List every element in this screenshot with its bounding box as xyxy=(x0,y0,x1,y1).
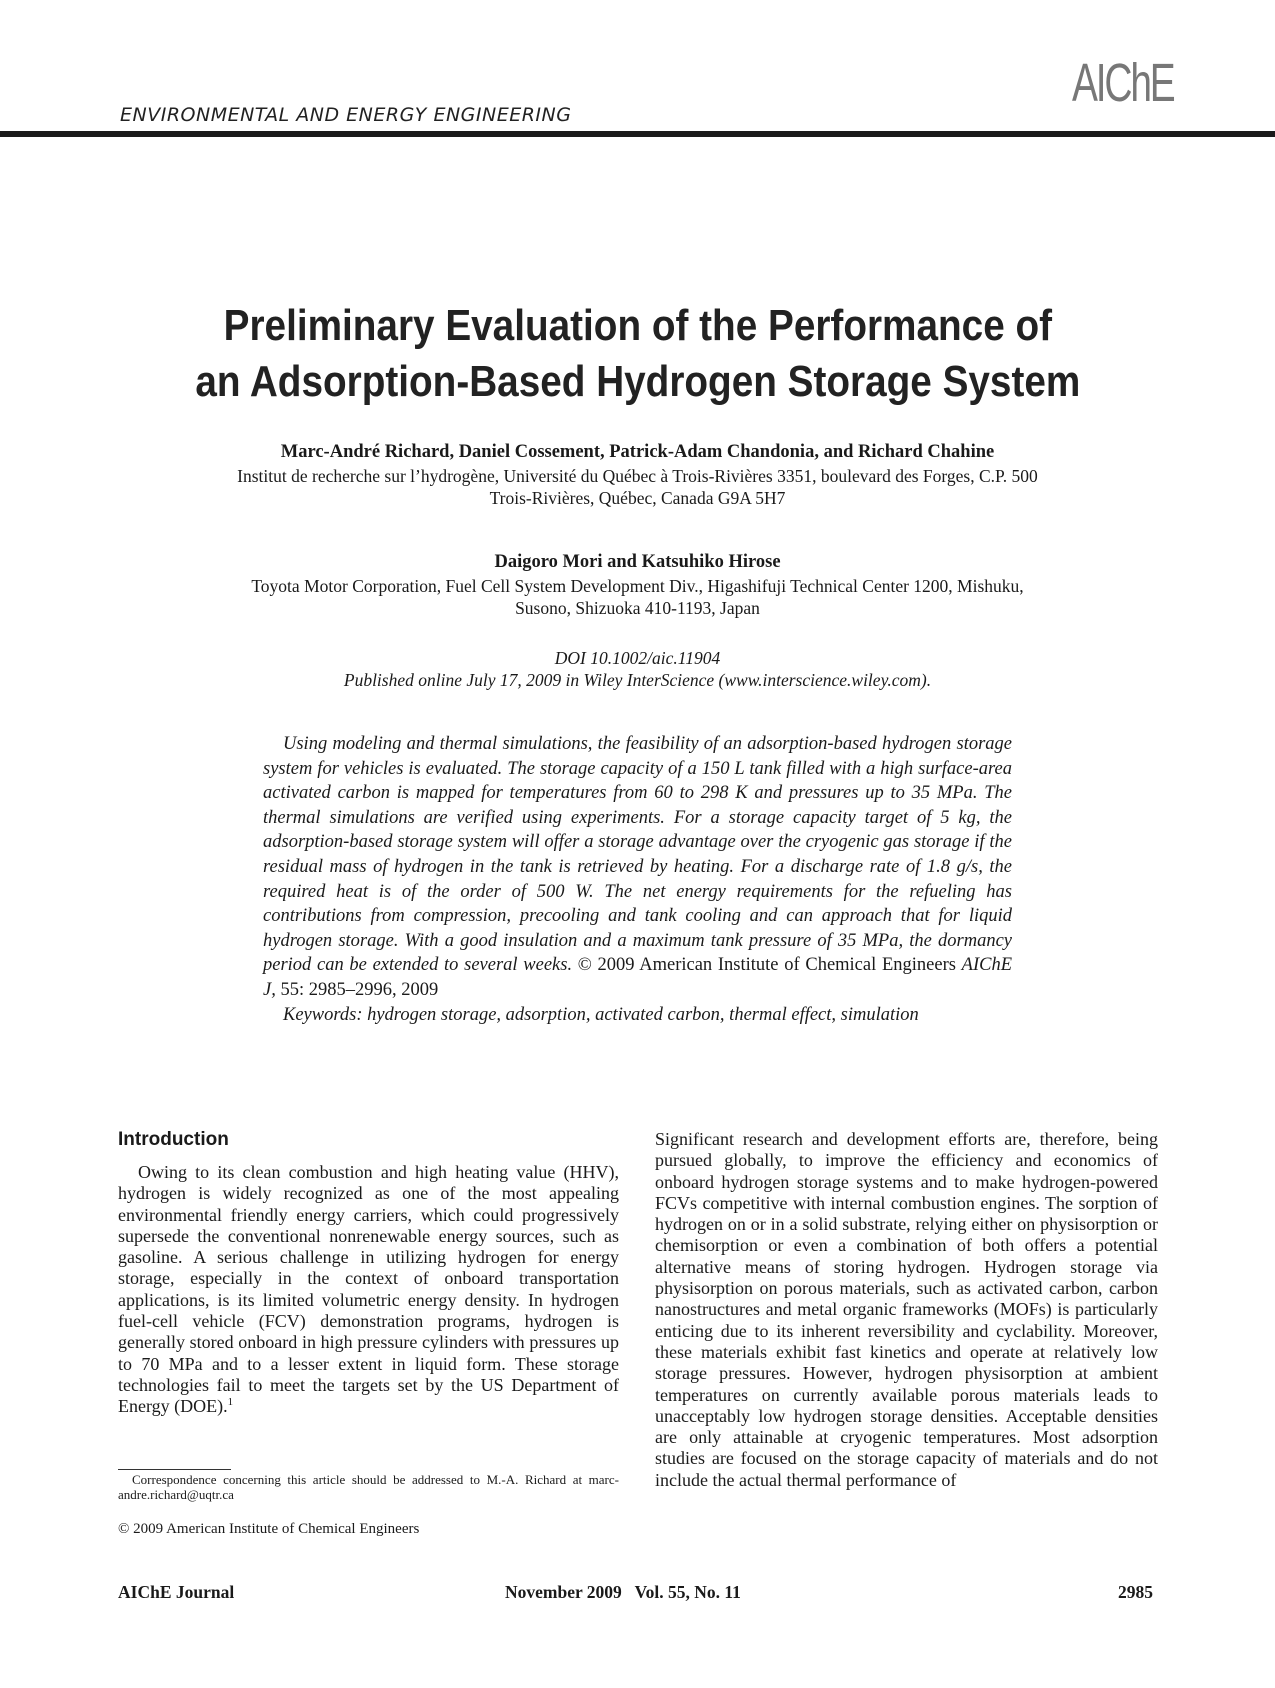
affiliation-2 xyxy=(0,575,1275,619)
intro-paragraph-2: Significant research and development efforts are, therefore, being pursued globally, to improve the efficiency and economics of onboard hydrogen storage systems and to make hydrogen-powered FCVs competitive with internal combustion engines. The sorption of hydrogen on or in a solid substrate, relying either on physisorption or chemisorption or even a combination of both offers a potential alternative means of storing hydrogen. Hydrogen storage via physisorption on porous materials, such as activated carbon, carbon nanostructures and metal organic frameworks (MOFs) is particularly enticing due to its inherent reversibility and cyclability. Moreover, these materials exhibit fast kinetics and operate at relatively low storage pressures. However, hydrogen physisorption at ambient temperatures on currently available porous materials leads to unacceptably low hydrogen storage densities. Acceptable densities are only attainable at cryogenic temperatures. Most adsorption studies are focused on the storage capacity of materials and do not include the actual thermal performance of xyxy=(655,1129,1158,1490)
keywords: Keywords: hydrogen storage, adsorption, activated carbon, thermal effect, simulation xyxy=(283,1004,919,1025)
header-rule xyxy=(0,131,1275,137)
intro-paragraph-1: Owing to its clean combustion and high heating value (HHV), hydrogen is widely recognized as one of the most appealing environmental friendly energy carriers, which could progressively supersede the conventional nonrenewable energy sources, such as gasoline. A serious challenge in utilizing hydrogen for energy storage, especially in the context of onboard transportation applications, is its limited volumetric energy density. In hydrogen fuel-cell vehicle (FCV) demonstration programs, hydrogen is generally stored onboard in high pressure cylinders with pressures up to 70 MPa and to a lesser extent in liquid form. These storage technologies fail to meet the targets set by the US Department of Energy (DOE). xyxy=(118,1162,619,1417)
aiche-logo: AIChE xyxy=(1072,53,1174,113)
abstract-copyright: © 2009 American Institute of Chemical Engineers xyxy=(577,955,956,976)
authors-group-2: Daigoro Mori and Katsuhiko Hirose xyxy=(494,552,781,572)
title-line-1: Preliminary Evaluation of the Performance of xyxy=(223,301,1052,350)
journal-abbrev: AIChE J, xyxy=(263,955,1013,1000)
affiliation-2-line-1: Toyota Motor Corporation, Fuel Cell System Development Div., Higashifuji Technical Center 1200, Mishuku, xyxy=(251,576,1024,596)
footnote-rule xyxy=(118,1469,231,1470)
citation: 55: 2985–2996, 2009 xyxy=(280,979,439,1000)
affiliation-1-line-1: Institut de recherche sur l’hydrogène, Université du Québec à Trois-Rivières 3351, boulevard des Forges, C.P. 500 xyxy=(237,466,1038,486)
reference-marker: 1 xyxy=(227,1396,234,1409)
authors-group-1: Marc-André Richard, Daniel Cossement, Patrick-Adam Chandonia, and Richard Chahine xyxy=(280,442,995,462)
copyright-notice: © 2009 American Institute of Chemical Engineers xyxy=(118,1521,420,1537)
published-online: Published online July 17, 2009 in Wiley InterScience (www.interscience.wiley.com). xyxy=(343,670,932,690)
correspondence-text: Correspondence concerning this article should be addressed to M.-A. Richard at marc-andre.richard@uqtr.ca xyxy=(118,1472,619,1502)
doi: DOI 10.1002/aic.11904 xyxy=(554,648,721,668)
introduction-column-left xyxy=(118,1162,619,1418)
affiliation-1 xyxy=(0,465,1275,509)
affiliation-2-line-2: Susono, Shizuoka 410-1193, Japan xyxy=(515,598,760,618)
introduction-heading: Introduction xyxy=(118,1129,229,1150)
introduction-column-right xyxy=(655,1129,1158,1491)
abstract-text: Using modeling and thermal simulations, the feasibility of an adsorption-based hydrogen storage system for vehicles is evaluated. The storage capacity of a 150 L tank filled with a high surface-area activated carbon is mapped for temperatures from 60 to 298 K and pressures up to 35 MPa. The thermal simulations are verified using experiments. For a storage capacity target of 5 kg, the adsorption-based storage system will offer a storage advantage over the cryogenic gas storage if the residual mass of hydrogen in the tank is retrieved by heating. For a discharge rate of 1.8 g/s, the required heat is of the order of 500 W. The net energy requirements for the refueling has contributions from compression, precooling and tank cooling and can approach that for liquid hydrogen storage. With a good insulation and a maximum tank pressure of 35 MPa, the dormancy period can be extended to several weeks. xyxy=(263,734,1012,976)
section-label: ENVIRONMENTAL AND ENERGY ENGINEERING xyxy=(120,104,572,126)
page-number: 2985 xyxy=(1118,1582,1153,1602)
affiliation-1-line-2: Trois-Rivières, Québec, Canada G9A 5H7 xyxy=(489,488,786,508)
article-title xyxy=(0,298,1275,410)
title-line-2: an Adsorption-Based Hydrogen Storage System xyxy=(194,357,1080,406)
abstract xyxy=(263,732,1012,1027)
doi-block xyxy=(0,647,1275,691)
footer-journal: AIChE Journal xyxy=(118,1582,235,1602)
footer-issue: November 2009 Vol. 55, No. 11 xyxy=(505,1582,741,1602)
correspondence-footnote xyxy=(118,1472,619,1502)
